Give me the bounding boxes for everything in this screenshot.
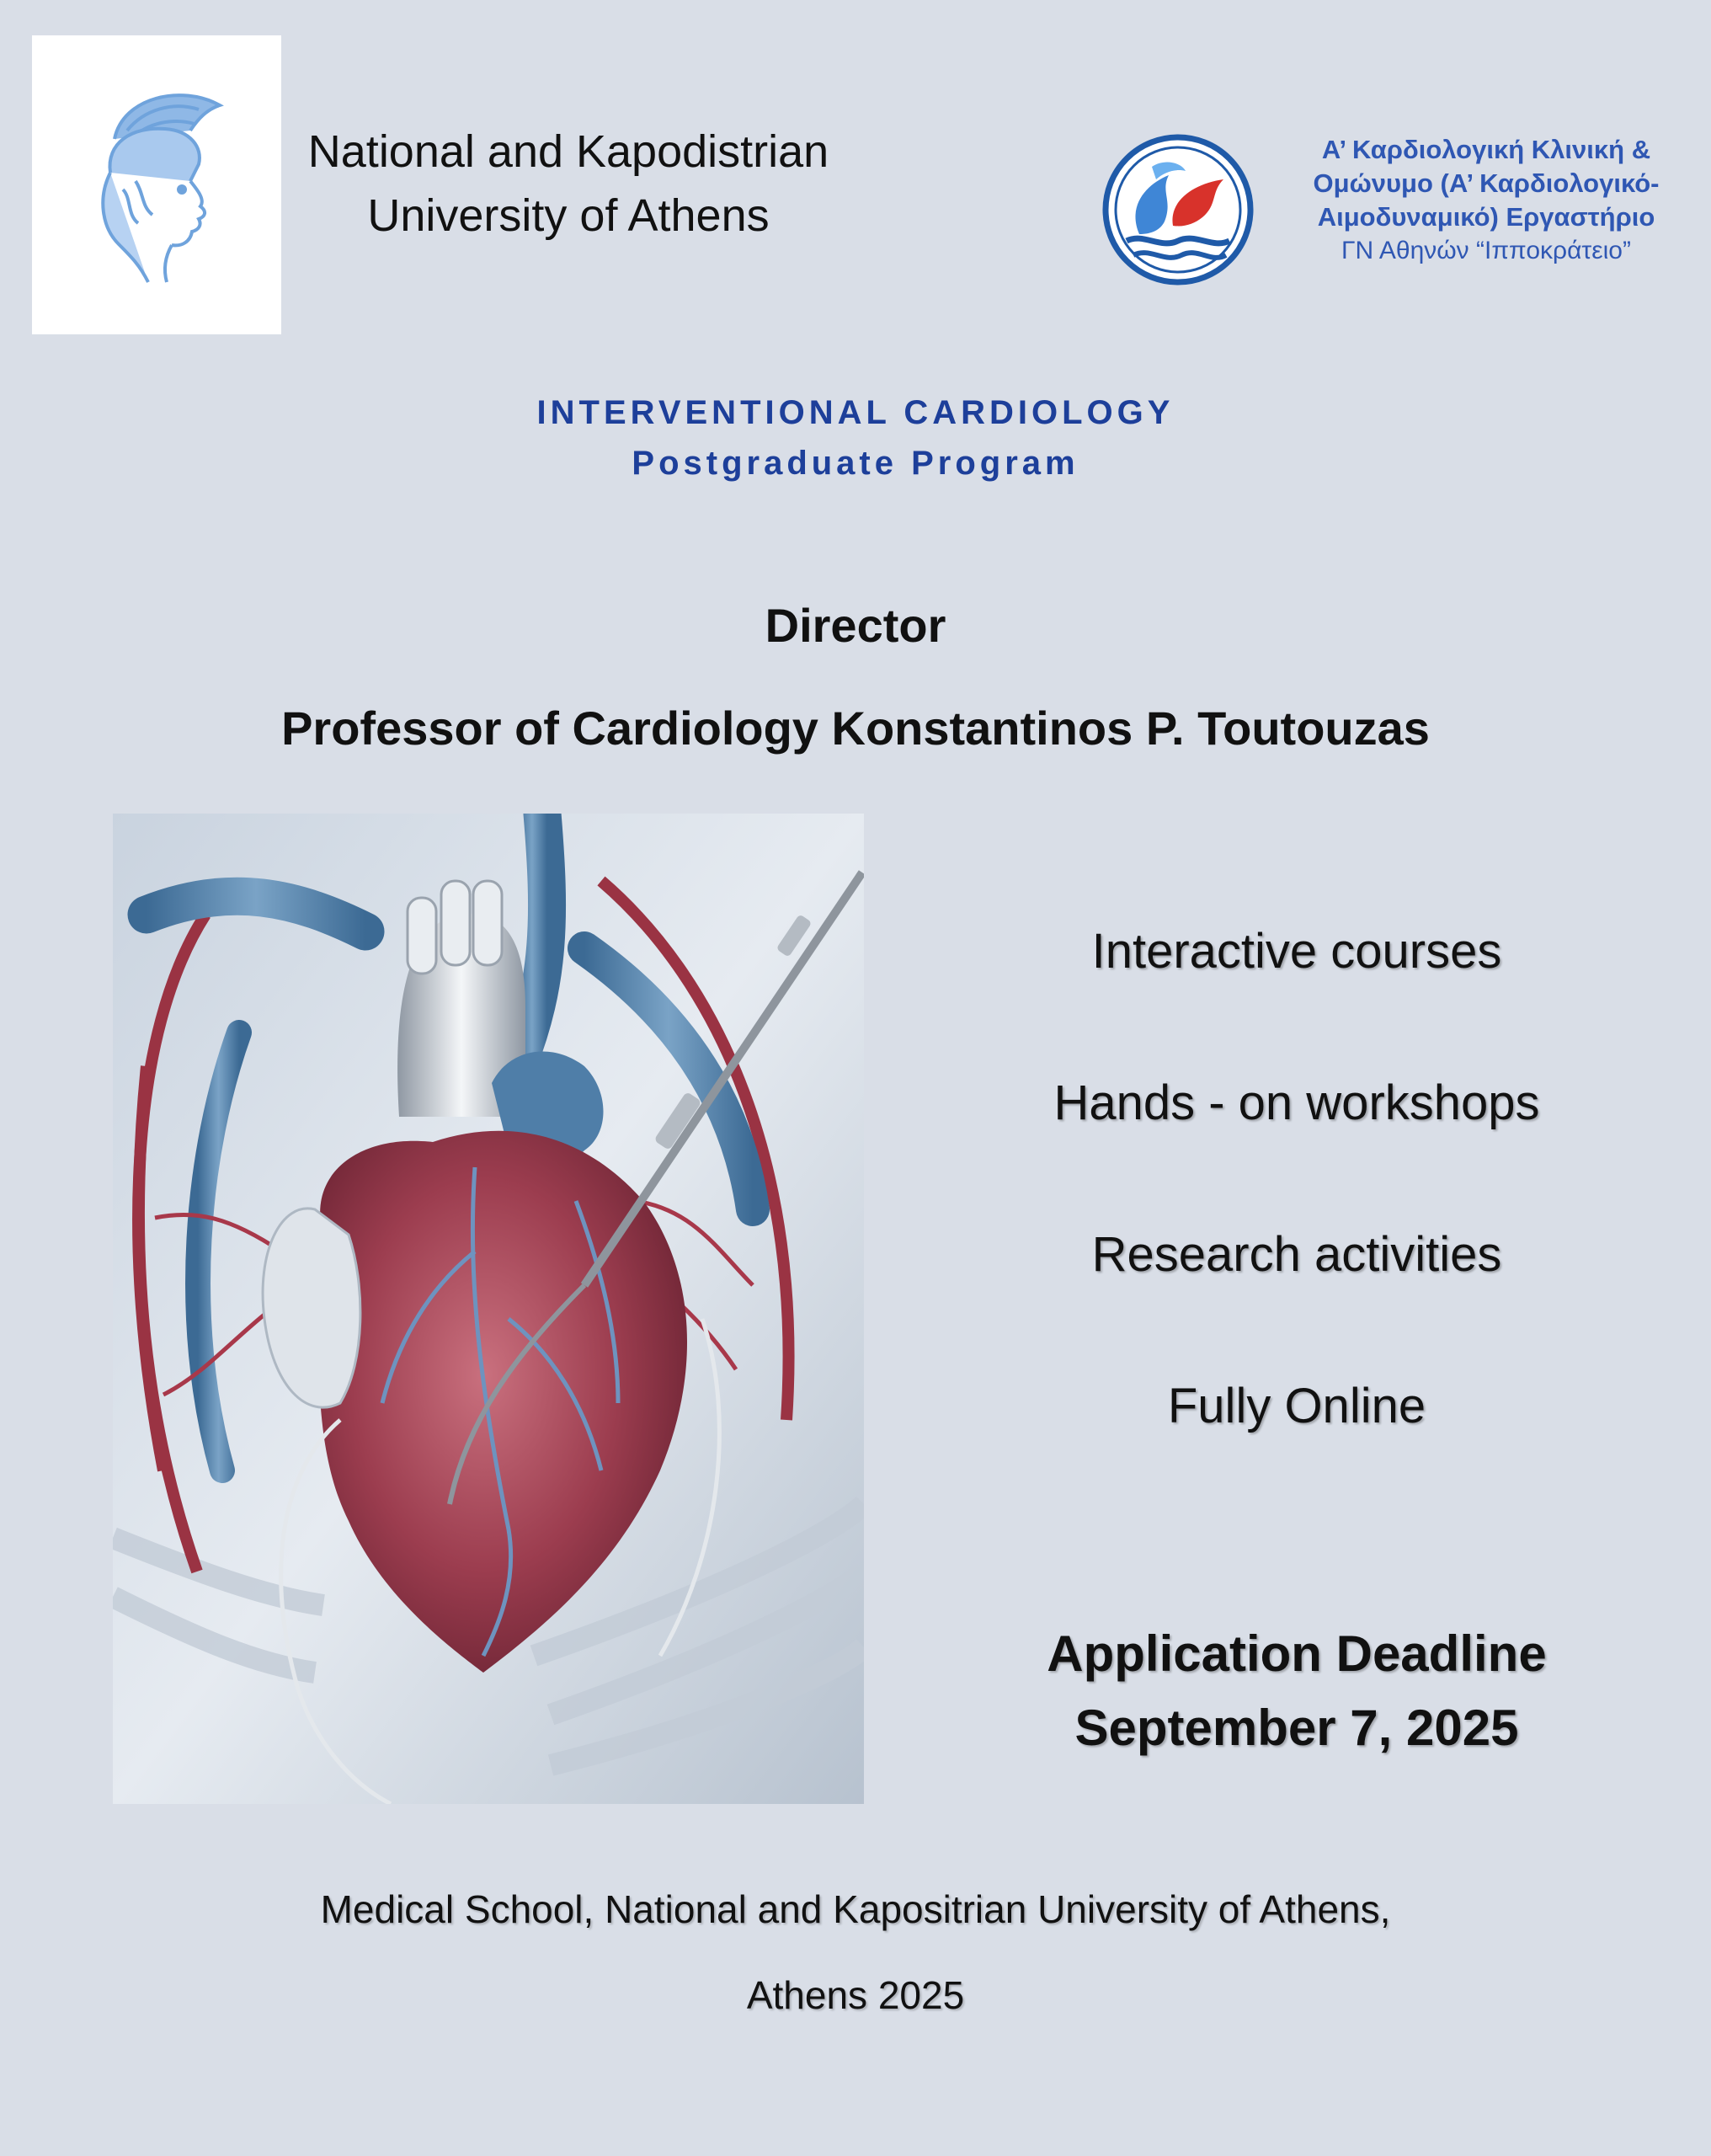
clinic-logo-icon: [1101, 133, 1255, 286]
footer-place-year: Athens 2025: [746, 1973, 965, 2017]
deadline-date: September 7, 2025: [1074, 1700, 1519, 1756]
heart-illustration: [113, 814, 864, 1804]
feature-list: [943, 910, 1650, 1516]
university-logo: [32, 35, 281, 334]
clinic-hospital-name: ΓΝ Αθηνών “Ιπποκράτειο”: [1341, 237, 1631, 264]
application-deadline: [943, 1617, 1650, 1765]
program-subtitle: Postgraduate Program: [632, 445, 1079, 482]
program-heading: [0, 387, 1711, 488]
clinic-name-line1: Α’ Καρδιολογική Κλινική &: [1321, 135, 1651, 164]
director-name: Professor of Cardiology Konstantinos P. Toutouzas: [281, 702, 1430, 755]
feature-item: Fully Online: [1167, 1379, 1426, 1433]
clinic-name-line2: Ομώνυμο (Α’ Καρδιολογικό-: [1313, 168, 1660, 198]
feature-item: Hands - on workshops: [1053, 1075, 1540, 1130]
clinic-name: [1259, 133, 1711, 268]
university-name-line1: National and Kapodistrian: [307, 126, 829, 177]
feature-item: Interactive courses: [1091, 924, 1502, 979]
feature-item: Research activities: [1091, 1227, 1502, 1282]
footer-institution: Medical School, National and Kapositrian University of Athens,: [320, 1887, 1391, 1931]
university-name: [278, 120, 859, 248]
athena-head-icon: [64, 80, 249, 291]
director-label: Director: [765, 599, 946, 652]
deadline-label: Application Deadline: [1047, 1625, 1547, 1682]
clinic-name-line3: Αιμοδυναμικό) Εργαστήριο: [1317, 202, 1655, 232]
program-title: INTERVENTIONAL CARDIOLOGY: [536, 394, 1175, 431]
university-name-line2: University of Athens: [367, 190, 770, 241]
